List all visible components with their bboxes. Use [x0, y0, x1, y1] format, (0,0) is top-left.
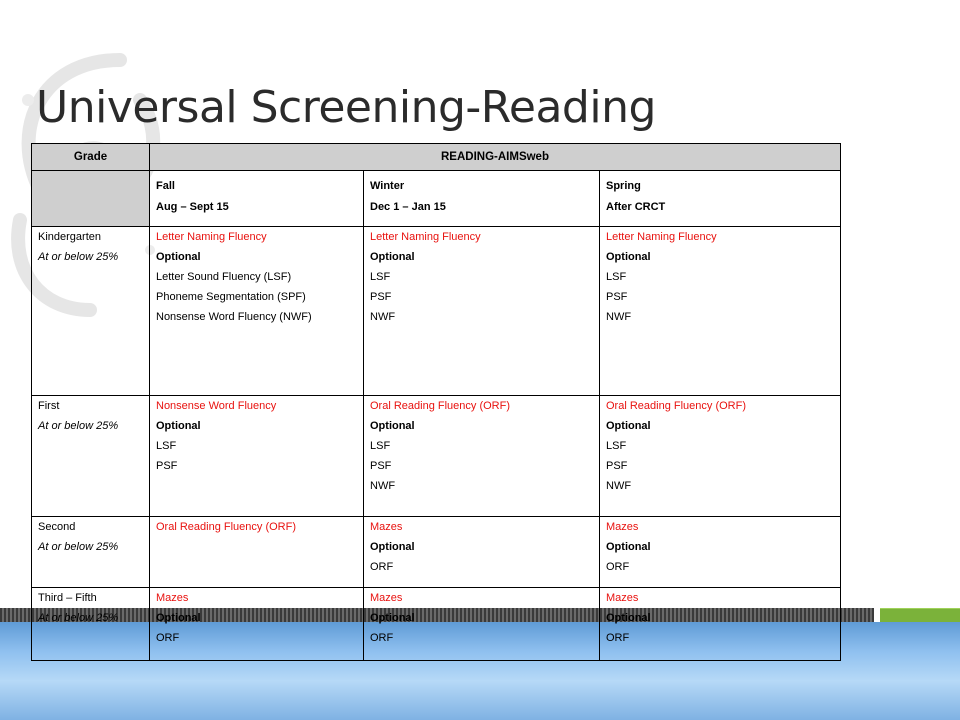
season-blank-cell: [32, 171, 150, 227]
assessment-cell: [600, 227, 841, 396]
optional-assessment: PSF: [606, 291, 628, 303]
optional-label: Optional: [606, 420, 651, 432]
optional-assessment: ORF: [156, 632, 180, 644]
optional-assessment: LSF: [156, 440, 177, 452]
grade-cell: [32, 588, 150, 661]
slide-title: Universal Screening-Reading: [36, 82, 656, 133]
optional-label: Optional: [370, 612, 415, 624]
table-row: [32, 227, 841, 396]
header-program: READING-AIMSweb: [150, 144, 841, 171]
optional-label: Optional: [156, 420, 201, 432]
grade-threshold: At or below 25%: [38, 541, 119, 553]
optional-assessment: NWF: [370, 480, 396, 492]
optional-assessment: NWF: [606, 480, 632, 492]
optional-assessment: NWF: [370, 311, 396, 323]
season-range: Aug – Sept 15: [156, 201, 229, 213]
optional-label: Optional: [606, 612, 651, 624]
season-spring: [600, 171, 841, 227]
assessment-cell: [600, 588, 841, 661]
grade-threshold: At or below 25%: [38, 612, 119, 624]
optional-assessment: Letter Sound Fluency (LSF): [156, 271, 292, 283]
assessment-cell: [150, 517, 364, 588]
table-row: [32, 517, 841, 588]
optional-assessment: LSF: [606, 271, 627, 283]
assessment-cell: [364, 588, 600, 661]
season-fall: [150, 171, 364, 227]
assessment-cell: [150, 227, 364, 396]
primary-assessment: Mazes: [370, 592, 403, 604]
optional-label: Optional: [156, 251, 201, 263]
optional-label: Optional: [156, 612, 201, 624]
optional-assessment: LSF: [370, 440, 391, 452]
optional-assessment: ORF: [370, 561, 394, 573]
season-row: [32, 171, 841, 227]
optional-label: Optional: [606, 541, 651, 553]
assessment-cell: [364, 396, 600, 517]
primary-assessment: Mazes: [156, 592, 189, 604]
screening-table: [31, 143, 841, 661]
assessment-cell: [364, 227, 600, 396]
optional-assessment: PSF: [156, 460, 178, 472]
optional-label: Optional: [606, 251, 651, 263]
optional-assessment: NWF: [606, 311, 632, 323]
assessment-cell: [150, 396, 364, 517]
optional-assessment: LSF: [606, 440, 627, 452]
optional-assessment: ORF: [370, 632, 394, 644]
grade-threshold: At or below 25%: [38, 420, 119, 432]
grade-name: Kindergarten: [38, 231, 101, 243]
grade-cell: [32, 227, 150, 396]
primary-assessment: Mazes: [370, 521, 403, 533]
season-name: Winter: [370, 180, 405, 192]
optional-label: Optional: [370, 420, 415, 432]
grade-cell: [32, 517, 150, 588]
grade-cell: [32, 396, 150, 517]
table-row: [32, 396, 841, 517]
primary-assessment: Oral Reading Fluency (ORF): [606, 400, 746, 412]
assessment-cell: [600, 396, 841, 517]
primary-assessment: Mazes: [606, 521, 639, 533]
primary-assessment: Letter Naming Fluency: [370, 231, 481, 243]
optional-assessment: ORF: [606, 561, 630, 573]
optional-assessment: PSF: [370, 460, 392, 472]
primary-assessment: Letter Naming Fluency: [156, 231, 267, 243]
optional-assessment: ORF: [606, 632, 630, 644]
footer-accent-bar: [880, 608, 960, 623]
optional-assessment: Nonsense Word Fluency (NWF): [156, 311, 312, 323]
grade-threshold: At or below 25%: [38, 251, 119, 263]
optional-assessment: PSF: [370, 291, 392, 303]
table-row: [32, 588, 841, 661]
primary-assessment: Nonsense Word Fluency: [156, 400, 277, 412]
optional-label: Optional: [370, 251, 415, 263]
grade-name: Third – Fifth: [38, 592, 97, 604]
season-name: Fall: [156, 180, 175, 192]
table-header-row: [32, 144, 841, 171]
season-range: Dec 1 – Jan 15: [370, 201, 446, 213]
primary-assessment: Mazes: [606, 592, 639, 604]
assessment-cell: [364, 517, 600, 588]
season-winter: [364, 171, 600, 227]
assessment-cell: [150, 588, 364, 661]
primary-assessment: Oral Reading Fluency (ORF): [370, 400, 510, 412]
season-name: Spring: [606, 180, 641, 192]
assessment-cell: [600, 517, 841, 588]
optional-assessment: Phoneme Segmentation (SPF): [156, 291, 306, 303]
optional-label: Optional: [370, 541, 415, 553]
grade-name: Second: [38, 521, 76, 533]
grade-name: First: [38, 400, 60, 412]
primary-assessment: Letter Naming Fluency: [606, 231, 717, 243]
season-range: After CRCT: [606, 201, 666, 213]
optional-assessment: LSF: [370, 271, 391, 283]
primary-assessment: Oral Reading Fluency (ORF): [156, 521, 296, 533]
header-grade: Grade: [32, 144, 150, 171]
optional-assessment: PSF: [606, 460, 628, 472]
